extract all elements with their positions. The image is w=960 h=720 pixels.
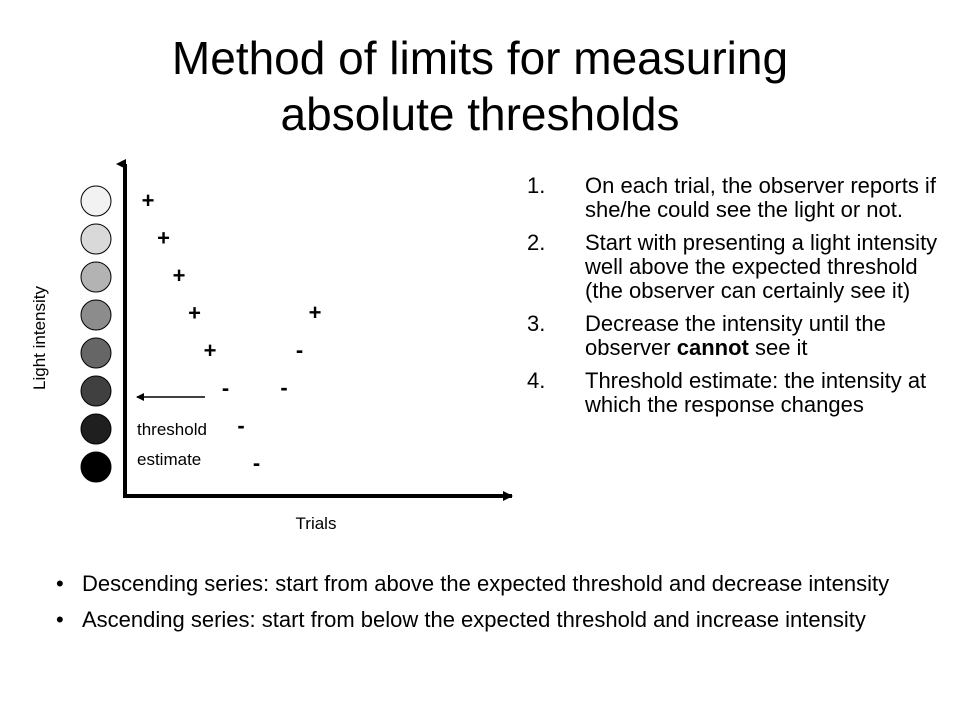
series_2-mark: - bbox=[280, 375, 288, 400]
intensity-circles bbox=[81, 186, 111, 482]
x-axis-label: Trials bbox=[295, 514, 337, 533]
step-number: 3. bbox=[527, 311, 546, 336]
series_1-mark: + bbox=[157, 225, 170, 251]
bullet-symbol: • bbox=[56, 607, 64, 632]
step-text: Start with presenting a light intensity well above the expected threshold (the observer can certainly see it) bbox=[585, 230, 938, 303]
step-number: 1. bbox=[527, 173, 546, 198]
intensity-circle bbox=[81, 262, 111, 292]
step-text-start: Decrease the intensity until the observer bbox=[585, 311, 886, 360]
title-line-2: absolute thresholds bbox=[280, 88, 680, 140]
series-notes bbox=[50, 572, 930, 644]
series_1-mark: + bbox=[141, 188, 155, 213]
step-2 bbox=[527, 231, 947, 303]
series_1-mark: + bbox=[172, 263, 186, 288]
y-axis-label: Light intensity bbox=[30, 286, 49, 390]
threshold-label-line-1: threshold bbox=[137, 420, 207, 439]
step-number: 2. bbox=[527, 230, 546, 255]
title-line-1: Method of limits for measuring bbox=[171, 32, 789, 84]
method-of-limits-diagram bbox=[0, 150, 520, 550]
step-1 bbox=[527, 174, 947, 222]
intensity-circle bbox=[81, 376, 111, 406]
step-text-emphasis: cannot bbox=[676, 335, 749, 360]
series_1-mark: - bbox=[237, 413, 245, 438]
intensity-circle bbox=[81, 338, 111, 368]
intensity-circle bbox=[81, 186, 111, 216]
bullet-descending bbox=[50, 572, 930, 596]
series_1-mark: - bbox=[221, 375, 230, 401]
step-text-end: see it bbox=[748, 335, 808, 360]
series_2-mark: + bbox=[308, 300, 322, 325]
bullet-symbol: • bbox=[56, 571, 64, 596]
series_2-mark: - bbox=[295, 337, 304, 363]
bullet-text: Ascending series: start from below the expected threshold and increase intensity bbox=[82, 607, 866, 632]
intensity-circle bbox=[81, 452, 111, 482]
step-text: On each trial, the observer reports if she/he could see the light or not. bbox=[585, 173, 936, 222]
intensity-circle bbox=[81, 300, 111, 330]
series_1-mark: + bbox=[188, 300, 201, 326]
step-text: Threshold estimate: the intensity at which the response changes bbox=[585, 368, 927, 417]
intensity-circle bbox=[81, 224, 111, 254]
step-4 bbox=[527, 369, 947, 417]
step-number: 4. bbox=[527, 368, 546, 393]
threshold-label-line-2: estimate bbox=[137, 450, 202, 469]
series_1-mark: + bbox=[203, 338, 217, 363]
bullet-text: Descending series: start from above the expected threshold and decrease intensity bbox=[82, 571, 890, 596]
bullet-ascending bbox=[50, 608, 930, 632]
intensity-circle bbox=[81, 414, 111, 444]
procedure-steps bbox=[527, 174, 947, 426]
slide-title bbox=[0, 30, 960, 142]
series_1-mark: - bbox=[252, 450, 261, 476]
step-3 bbox=[527, 312, 947, 360]
